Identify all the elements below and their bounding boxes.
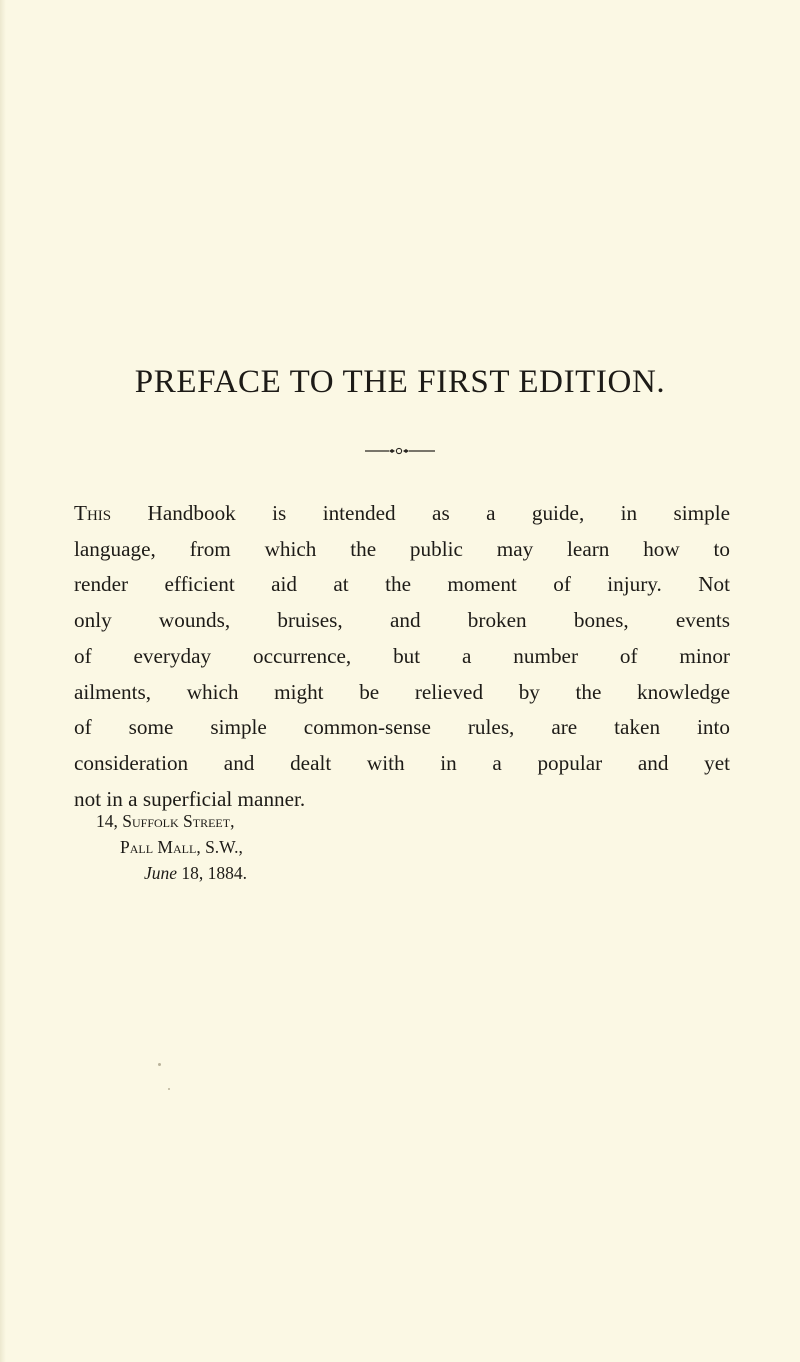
paragraph-first-word: This — [74, 501, 112, 525]
paragraph-line-text: Handbook is intended as a guide, in simple — [111, 501, 730, 525]
paragraph-line: only wounds, bruises, and broken bones, events — [74, 608, 730, 633]
ornamental-rule — [365, 446, 435, 456]
paragraph-line: not in a superficial manner. — [74, 786, 306, 811]
paragraph-line: of some simple common-sense rules, are taken into — [74, 715, 730, 740]
address-date — [144, 860, 247, 886]
date-day-year: 18, 1884. — [177, 863, 248, 883]
preface-paragraph — [74, 496, 730, 817]
paper-speck — [158, 1063, 161, 1066]
paragraph-line: render efficient aid at the moment of injury. Not — [74, 572, 730, 597]
paper-speck — [168, 1088, 170, 1090]
date-month: June — [144, 863, 178, 883]
paragraph-line — [74, 496, 730, 532]
paragraph-line: ailments, which might be relieved by the knowledge — [74, 679, 730, 704]
address-street: 14, Suffolk Street, — [96, 811, 235, 831]
paragraph-line: language, from which the public may learn how to — [74, 536, 730, 561]
page-edge-shadow — [0, 0, 6, 1362]
page-title: PREFACE TO THE FIRST EDITION. — [134, 364, 666, 400]
paragraph-line: of everyday occurrence, but a number of minor — [74, 643, 730, 668]
paragraph-line: consideration and dealt with in a popular and yet — [74, 750, 730, 775]
address-district: Pall Mall, S.W., — [120, 837, 243, 857]
